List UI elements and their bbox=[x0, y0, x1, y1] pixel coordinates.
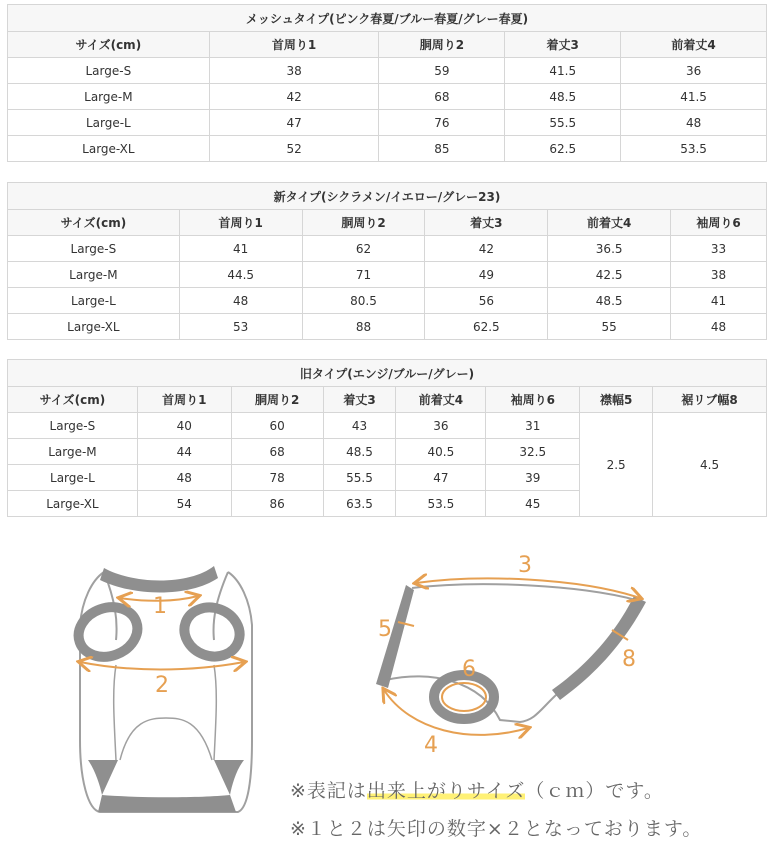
arrow-2 bbox=[80, 662, 244, 670]
cell: 88 bbox=[302, 314, 425, 340]
cell: 36 bbox=[396, 413, 486, 439]
col-header: 着丈3 bbox=[425, 210, 548, 236]
cell: 31 bbox=[486, 413, 580, 439]
cell: 78 bbox=[231, 465, 323, 491]
cell: 40.5 bbox=[396, 439, 486, 465]
cell: 52 bbox=[209, 136, 379, 162]
table-caption: メッシュタイプ(ピンク春夏/ブルー春夏/グレー春夏) bbox=[8, 5, 767, 32]
label-3: 3 bbox=[518, 553, 532, 578]
cell: 59 bbox=[379, 58, 505, 84]
col-header: 首周り1 bbox=[179, 210, 302, 236]
front-view bbox=[72, 566, 252, 812]
cell: 38 bbox=[671, 262, 767, 288]
table-caption: 旧タイプ(エンジ/ブルー/グレー) bbox=[8, 360, 767, 387]
col-header: 袖周り6 bbox=[671, 210, 767, 236]
cell: Large-S bbox=[8, 58, 210, 84]
cell: 56 bbox=[425, 288, 548, 314]
cell: 80.5 bbox=[302, 288, 425, 314]
cell: 45 bbox=[486, 491, 580, 517]
cell: 71 bbox=[302, 262, 425, 288]
arrow-3 bbox=[416, 578, 640, 598]
cell: 48 bbox=[137, 465, 231, 491]
col-header: 首周り1 bbox=[209, 32, 379, 58]
label-2: 2 bbox=[155, 673, 169, 698]
col-header: 胴周り2 bbox=[302, 210, 425, 236]
cell: 44.5 bbox=[179, 262, 302, 288]
col-header: 胴周り2 bbox=[379, 32, 505, 58]
label-4: 4 bbox=[424, 733, 438, 758]
armhole-right bbox=[177, 600, 246, 664]
cell: 36.5 bbox=[548, 236, 671, 262]
cell: 60 bbox=[231, 413, 323, 439]
cell: 62.5 bbox=[425, 314, 548, 340]
cell: Large-S bbox=[8, 413, 138, 439]
side-view bbox=[376, 553, 646, 758]
cell: 41.5 bbox=[621, 84, 767, 110]
col-header: サイズ(cm) bbox=[8, 387, 138, 413]
cell: Large-XL bbox=[8, 136, 210, 162]
col-header: 袖周り6 bbox=[486, 387, 580, 413]
cell: 48.5 bbox=[323, 439, 396, 465]
cell: Large-S bbox=[8, 236, 180, 262]
cell: 32.5 bbox=[486, 439, 580, 465]
cell: 42 bbox=[425, 236, 548, 262]
col-header: 前着丈4 bbox=[621, 32, 767, 58]
col-header: 襟幅5 bbox=[580, 387, 653, 413]
cell: 47 bbox=[396, 465, 486, 491]
cell: 48 bbox=[621, 110, 767, 136]
merged-cell: 4.5 bbox=[653, 413, 767, 517]
cell: 39 bbox=[486, 465, 580, 491]
cell: 54 bbox=[137, 491, 231, 517]
cell: 86 bbox=[231, 491, 323, 517]
cell: 36 bbox=[621, 58, 767, 84]
col-header: 裾リブ幅8 bbox=[653, 387, 767, 413]
cell: 44 bbox=[137, 439, 231, 465]
cell: 41 bbox=[179, 236, 302, 262]
note-finished-size bbox=[290, 776, 664, 803]
cell: 41 bbox=[671, 288, 767, 314]
arrow-4 bbox=[384, 690, 528, 735]
col-header: 着丈3 bbox=[505, 32, 621, 58]
cell: 68 bbox=[379, 84, 505, 110]
cell: 63.5 bbox=[323, 491, 396, 517]
cell: Large-XL bbox=[8, 314, 180, 340]
cell: 62 bbox=[302, 236, 425, 262]
cell: Large-M bbox=[8, 262, 180, 288]
merged-cell: 2.5 bbox=[580, 413, 653, 517]
cell: 85 bbox=[379, 136, 505, 162]
cell: 62.5 bbox=[505, 136, 621, 162]
cell: 48.5 bbox=[505, 84, 621, 110]
cell: Large-XL bbox=[8, 491, 138, 517]
cell: Large-L bbox=[8, 110, 210, 136]
col-header: 着丈3 bbox=[323, 387, 396, 413]
cell: 40 bbox=[137, 413, 231, 439]
table-caption: 新タイプ(シクラメン/イエロー/グレー23) bbox=[8, 183, 767, 210]
cell: 53.5 bbox=[621, 136, 767, 162]
col-header: 前着丈4 bbox=[548, 210, 671, 236]
cell: 43 bbox=[323, 413, 396, 439]
cell: 42 bbox=[209, 84, 379, 110]
note-double: ※１と２は矢印の数字×２となっております。 bbox=[290, 818, 703, 840]
cell: 53.5 bbox=[396, 491, 486, 517]
col-header: サイズ(cm) bbox=[8, 210, 180, 236]
cell: 55 bbox=[548, 314, 671, 340]
note-highlight: 出来上がりサイズ bbox=[366, 780, 526, 802]
cell: 55.5 bbox=[323, 465, 396, 491]
cell: 68 bbox=[231, 439, 323, 465]
cell: 47 bbox=[209, 110, 379, 136]
cell: Large-L bbox=[8, 288, 180, 314]
cell: Large-M bbox=[8, 439, 138, 465]
col-header: 前着丈4 bbox=[396, 387, 486, 413]
note-text: （ｃｍ）です。 bbox=[525, 780, 664, 802]
cell: 49 bbox=[425, 262, 548, 288]
hem-rib bbox=[98, 795, 236, 812]
cell: 42.5 bbox=[548, 262, 671, 288]
cell: 53 bbox=[179, 314, 302, 340]
label-1: 1 bbox=[153, 594, 167, 619]
cell: 55.5 bbox=[505, 110, 621, 136]
cell: 76 bbox=[379, 110, 505, 136]
col-header: サイズ(cm) bbox=[8, 32, 210, 58]
cell: Large-M bbox=[8, 84, 210, 110]
cell: 48 bbox=[671, 314, 767, 340]
cell: 41.5 bbox=[505, 58, 621, 84]
col-header: 首周り1 bbox=[137, 387, 231, 413]
label-5: 5 bbox=[378, 617, 392, 642]
cell: 48 bbox=[179, 288, 302, 314]
cell: Large-L bbox=[8, 465, 138, 491]
label-8: 8 bbox=[622, 647, 636, 672]
cell: 48.5 bbox=[548, 288, 671, 314]
cell: 38 bbox=[209, 58, 379, 84]
cell: 33 bbox=[671, 236, 767, 262]
col-header: 胴周り2 bbox=[231, 387, 323, 413]
label-6: 6 bbox=[462, 657, 476, 682]
note-text: ※表記は bbox=[290, 780, 367, 802]
collar-rib bbox=[100, 566, 218, 593]
